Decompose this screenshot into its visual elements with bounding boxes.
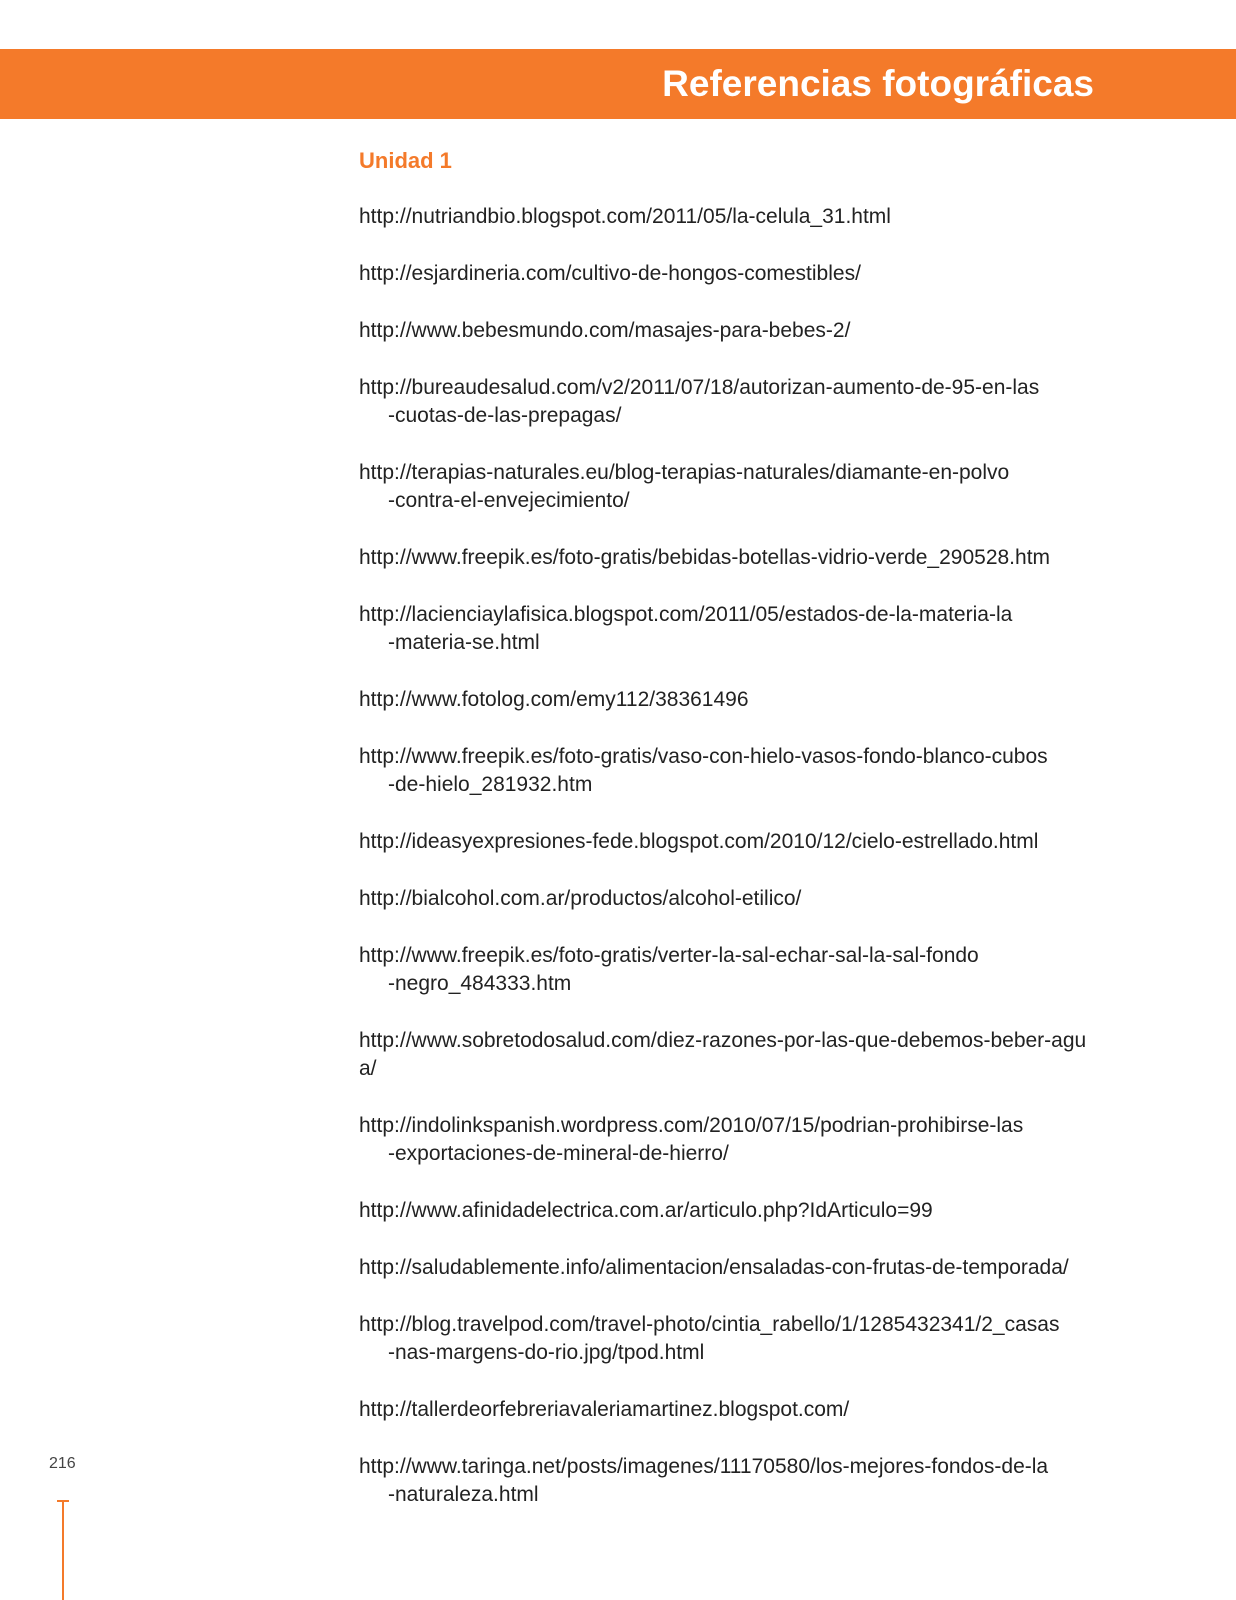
reference-item [359, 942, 1099, 998]
reference-item [359, 828, 1099, 856]
reference-url[interactable]: http://indolinkspanish.wordpress.com/2010/07/15/podrian-prohibirse-las [359, 1114, 1024, 1137]
reference-item [359, 1453, 1099, 1509]
reference-item [359, 544, 1099, 572]
reference-item [359, 601, 1099, 657]
reference-url[interactable]: http://www.bebesmundo.com/masajes-para-bebes-2/ [359, 319, 851, 342]
reference-url[interactable]: http://www.taringa.net/posts/imagenes/11170580/los-mejores-fondos-de-la [359, 1455, 1049, 1478]
reference-item [359, 885, 1099, 913]
reference-list [359, 203, 1099, 1538]
page-number: 216 [49, 1455, 76, 1472]
reference-item [359, 1197, 1099, 1225]
reference-url[interactable]: http://www.freepik.es/foto-gratis/bebidas-botellas-vidrio-verde_290528.htm [359, 546, 1051, 569]
reference-url-continuation[interactable]: -cuotas-de-las-prepagas/ [388, 404, 622, 427]
reference-item [359, 1027, 1099, 1083]
reference-item [359, 459, 1099, 515]
reference-item [359, 317, 1099, 345]
reference-url-continuation[interactable]: -de-hielo_281932.htm [388, 773, 593, 796]
header-band [0, 49, 1236, 119]
reference-url[interactable]: http://esjardineria.com/cultivo-de-hongos-comestibles/ [359, 262, 861, 285]
reference-url[interactable]: http://bureaudesalud.com/v2/2011/07/18/autorizan-aumento-de-95-en-las [359, 376, 1040, 399]
reference-url[interactable]: http://www.afinidadelectrica.com.ar/articulo.php?IdArticulo=99 [359, 1199, 933, 1222]
reference-url[interactable]: http://bialcohol.com.ar/productos/alcohol-etilico/ [359, 887, 802, 910]
reference-url[interactable]: http://www.sobretodosalud.com/diez-razones-por-las-que-debemos-beber-agua/ [359, 1029, 1087, 1080]
reference-url-continuation[interactable]: -contra-el-envejecimiento/ [388, 489, 630, 512]
reference-item [359, 743, 1099, 799]
reference-item [359, 1112, 1099, 1168]
reference-item [359, 1396, 1099, 1424]
reference-item [359, 260, 1099, 288]
reference-url[interactable]: http://blog.travelpod.com/travel-photo/cintia_rabello/1/1285432341/2_casas [359, 1313, 1060, 1336]
reference-item [359, 374, 1099, 430]
reference-url[interactable]: http://www.fotolog.com/emy112/38361496 [359, 688, 749, 711]
reference-url-continuation[interactable]: -exportaciones-de-mineral-de-hierro/ [388, 1142, 729, 1165]
reference-url[interactable]: http://ideasyexpresiones-fede.blogspot.com/2010/12/cielo-estrellado.html [359, 830, 1039, 853]
reference-url[interactable]: http://saludablemente.info/alimentacion/ensaladas-con-frutas-de-temporada/ [359, 1256, 1069, 1279]
reference-url-continuation[interactable]: -naturaleza.html [388, 1483, 539, 1506]
margin-rule [62, 1500, 64, 1600]
reference-url-continuation[interactable]: -materia-se.html [388, 631, 540, 654]
reference-item [359, 1254, 1099, 1282]
reference-url[interactable]: http://tallerdeorfebreriavaleriamartinez.blogspot.com/ [359, 1398, 850, 1421]
reference-item [359, 1311, 1099, 1367]
reference-url[interactable]: http://terapias-naturales.eu/blog-terapias-naturales/diamante-en-polvo [359, 461, 1010, 484]
reference-item [359, 203, 1099, 231]
reference-url[interactable]: http://nutriandbio.blogspot.com/2011/05/la-celula_31.html [359, 205, 891, 228]
reference-url-continuation[interactable]: -negro_484333.htm [388, 972, 572, 995]
reference-url[interactable]: http://www.freepik.es/foto-gratis/vaso-con-hielo-vasos-fondo-blanco-cubos [359, 745, 1048, 768]
reference-item [359, 686, 1099, 714]
section-heading: Unidad 1 [359, 148, 452, 173]
reference-url-continuation[interactable]: -nas-margens-do-rio.jpg/tpod.html [388, 1341, 705, 1364]
reference-url[interactable]: http://lacienciaylafisica.blogspot.com/2011/05/estados-de-la-materia-la [359, 603, 1013, 626]
page-title: Referencias fotográficas [662, 63, 1094, 104]
reference-url[interactable]: http://www.freepik.es/foto-gratis/verter-la-sal-echar-sal-la-sal-fondo [359, 944, 979, 967]
